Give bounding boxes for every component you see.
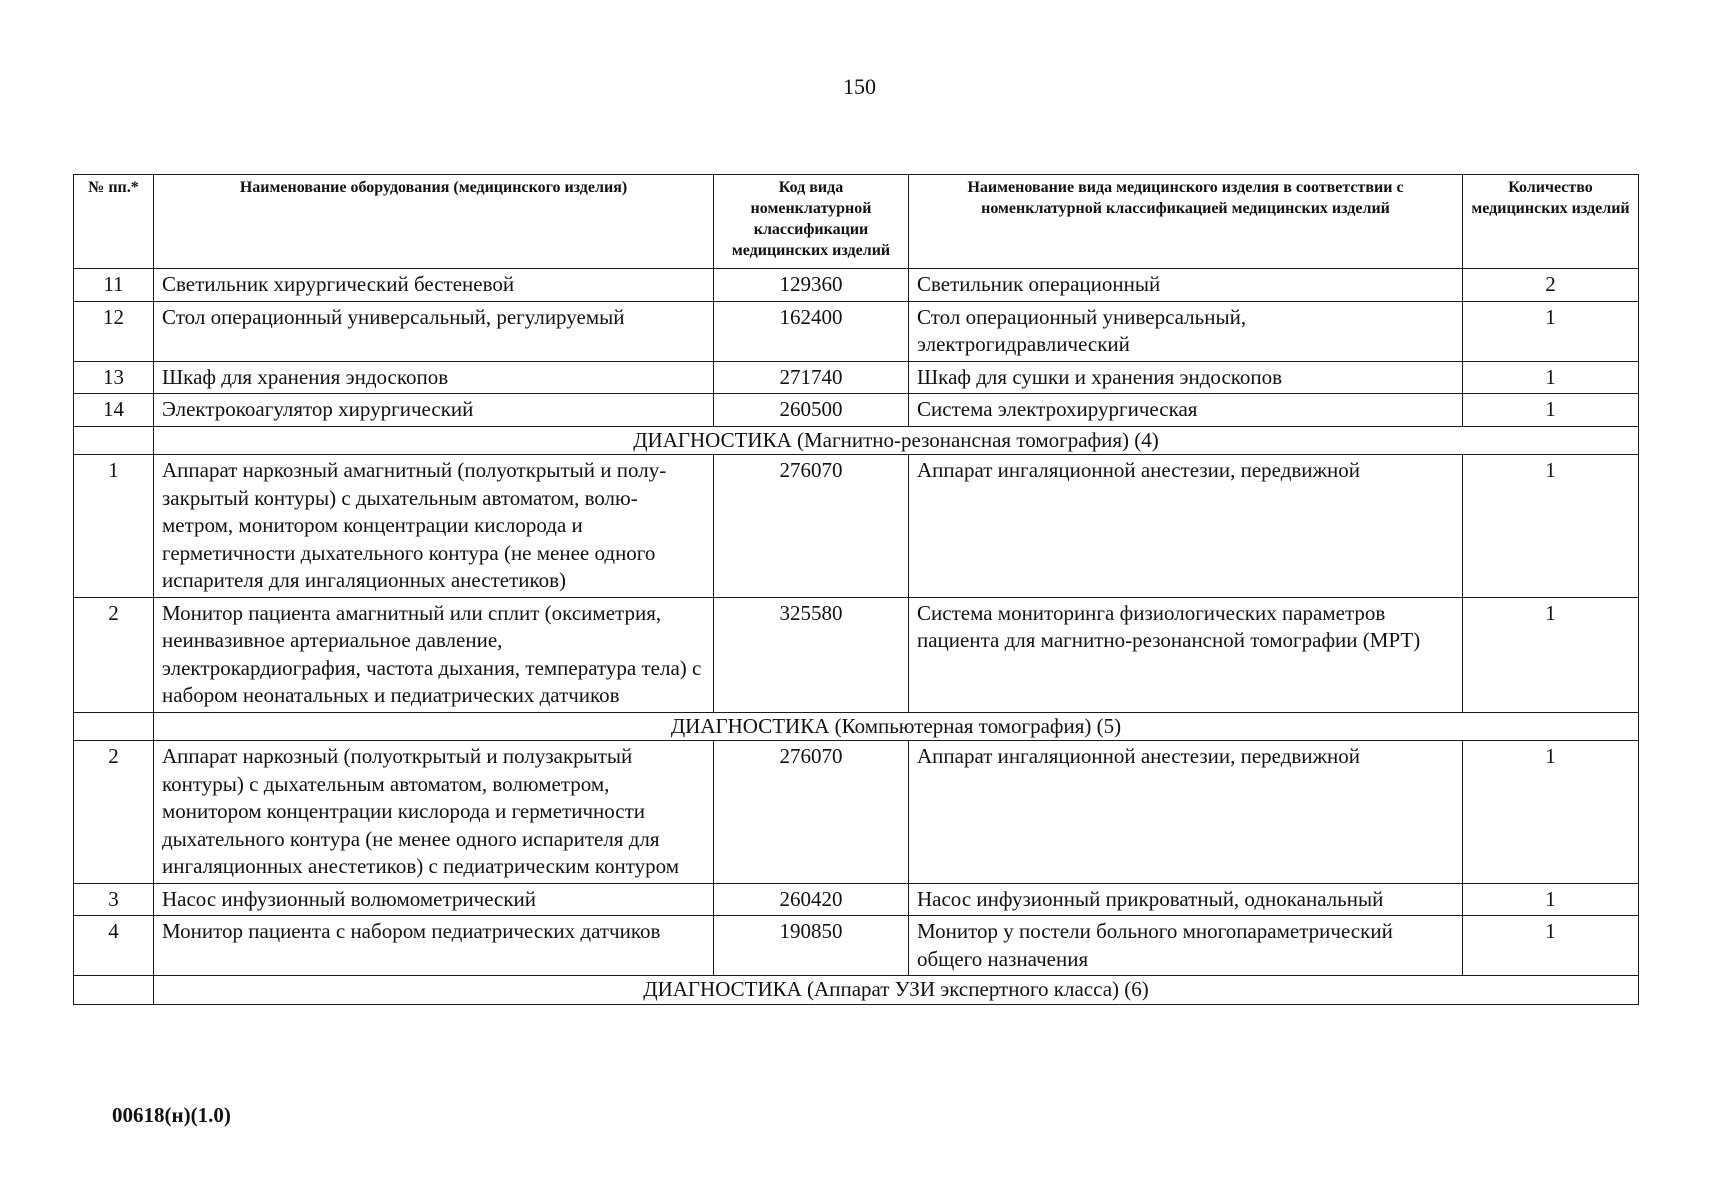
row-name: Светильник хирургический бестеневой (154, 269, 714, 302)
table-row (74, 301, 1639, 361)
row-num: 11 (74, 269, 154, 302)
section-row (74, 712, 1639, 741)
row-code: 260500 (714, 394, 909, 427)
section-spacer (74, 712, 154, 741)
row-code: 129360 (714, 269, 909, 302)
row-code: 190850 (714, 916, 909, 976)
row-code: 276070 (714, 455, 909, 598)
row-num: 13 (74, 361, 154, 394)
row-code: 271740 (714, 361, 909, 394)
table-row (74, 455, 1639, 598)
row-name: Монитор пациента с набором педиатрических датчиков (154, 916, 714, 976)
row-name: Аппарат наркозный (полуоткрытый и полузакрытый контуры) с дыхательным автоматом, волюметром, монитором концентрации кислорода и герметичности дыхательного контура (не менее одного испарителя для ингаляционных анестетиков) с педиатрическим контуром (154, 741, 714, 884)
row-qty: 1 (1463, 883, 1639, 916)
row-kind: Система электрохирургическая (909, 394, 1463, 427)
row-qty: 1 (1463, 916, 1639, 976)
table-row (74, 883, 1639, 916)
row-num: 3 (74, 883, 154, 916)
row-qty: 2 (1463, 269, 1639, 302)
row-kind: Стол операционный универсальный, электрогидравлический (909, 301, 1463, 361)
section-title-mrt: ДИАГНОСТИКА (Магнитно-резонансная томография) (4) (154, 426, 1639, 455)
section-title-uzi: ДИАГНОСТИКА (Аппарат УЗИ экспертного класса) (6) (154, 976, 1639, 1005)
row-num: 2 (74, 597, 154, 712)
row-name: Насос инфузионный волюмометрический (154, 883, 714, 916)
row-name: Монитор пациента амагнитный или сплит (оксиметрия, неинвазивное артериальное давление, электрокардиография, частота дыхания, температура тела) с набором неонатальных и педиатрических датчиков (154, 597, 714, 712)
header-code: Код вида номенклатурной классификации медицинских изделий (714, 175, 909, 269)
document-code: 00618(н)(1.0) (112, 1103, 231, 1127)
section-row (74, 976, 1639, 1005)
table-row (74, 916, 1639, 976)
table-header-row (74, 175, 1639, 269)
header-qty: Количество медицинских изделий (1463, 175, 1639, 269)
equipment-table (73, 174, 1639, 1005)
header-num: № пп.* (74, 175, 154, 269)
row-kind: Насос инфузионный прикроватный, одноканальный (909, 883, 1463, 916)
row-kind: Аппарат ингаляционной анестезии, передвижной (909, 741, 1463, 884)
row-code: 276070 (714, 741, 909, 884)
row-qty: 1 (1463, 301, 1639, 361)
row-kind: Система мониторинга физиологических параметров пациента для магнитно-резонансной томографии (МРТ) (909, 597, 1463, 712)
header-name: Наименование оборудования (медицинского изделия) (154, 175, 714, 269)
row-qty: 1 (1463, 394, 1639, 427)
row-name: Аппарат наркозный амагнитный (полуоткрытый и полу-закрытый контуры) с дыхательным автоматом, волю-метром, монитором концентрации кислорода и герметичности дыхательного контура (не менее одного испарителя для ингаляционных анестетиков) (154, 455, 714, 598)
row-kind: Шкаф для сушки и хранения эндоскопов (909, 361, 1463, 394)
row-qty: 1 (1463, 361, 1639, 394)
row-kind: Светильник операционный (909, 269, 1463, 302)
table-row (74, 394, 1639, 427)
row-num: 1 (74, 455, 154, 598)
row-name: Электрокоагулятор хирургический (154, 394, 714, 427)
row-code: 260420 (714, 883, 909, 916)
row-name: Стол операционный универсальный, регулируемый (154, 301, 714, 361)
row-code: 325580 (714, 597, 909, 712)
row-qty: 1 (1463, 741, 1639, 884)
table-row (74, 269, 1639, 302)
row-num: 4 (74, 916, 154, 976)
table-row (74, 361, 1639, 394)
row-qty: 1 (1463, 597, 1639, 712)
section-row (74, 426, 1639, 455)
page-number: 150 (843, 74, 876, 99)
section-spacer (74, 426, 154, 455)
row-num: 12 (74, 301, 154, 361)
section-title-kt: ДИАГНОСТИКА (Компьютерная томография) (5) (154, 712, 1639, 741)
row-name: Шкаф для хранения эндоскопов (154, 361, 714, 394)
section-spacer (74, 976, 154, 1005)
row-qty: 1 (1463, 455, 1639, 598)
header-kind: Наименование вида медицинского изделия в соответствии с номенклатурной классификацией медицинских изделий (909, 175, 1463, 269)
row-code: 162400 (714, 301, 909, 361)
table-row (74, 741, 1639, 884)
row-num: 14 (74, 394, 154, 427)
row-num: 2 (74, 741, 154, 884)
row-kind: Монитор у постели больного многопараметрический общего назначения (909, 916, 1463, 976)
row-kind: Аппарат ингаляционной анестезии, передвижной (909, 455, 1463, 598)
table-row (74, 597, 1639, 712)
